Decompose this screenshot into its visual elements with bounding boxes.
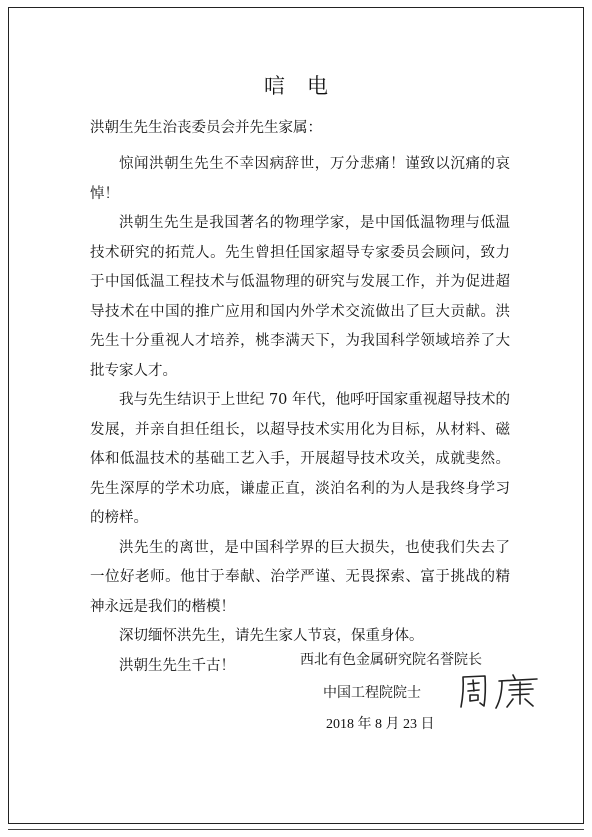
body-paragraph: 我与先生结识于上世纪 70 年代，他呼吁国家重视超导技术的发展，并亲自担任组长，以超导技术实用化为目标，从材料、磁体和低温技术的基础工艺入手，开展超导技术攻关，成就斐然。先生深厚的学术功底，谦虚正直，淡泊名利的为人是我终身学习的榜样。: [90, 392, 510, 526]
body-paragraph: 洪朝生先生千古！: [119, 657, 235, 674]
body-paragraph: 洪朝生先生是我国著名的物理学家，是中国低温物理与低温技术研究的拓荒人。先生曾担任国家超导专家委员会顾问，致力于中国低温工程技术与低温物理的研究与发展工作，并为促进超导技术在中国的推广应用和国内外学术交流做出了巨大贡献。洪先生十分重视人才培养，桃李满天下，为我国科学领域培养了大批专家人才。: [90, 215, 510, 379]
body-paragraph: 深切缅怀洪先生，请先生家人节哀，保重身体。: [119, 628, 424, 644]
bottom-divider: [8, 829, 584, 830]
body-paragraph: 惊闻洪朝生先生不幸因病辞世，万分悲痛！谨致以沉痛的哀悼！: [90, 156, 510, 202]
signer-title: 中国工程院院士: [323, 685, 421, 701]
salutation: 洪朝生先生治丧委员会并先生家属：: [90, 120, 322, 136]
page-title: 唁电: [264, 74, 350, 98]
letter-date: 2018 年 8 月 23 日: [326, 717, 435, 732]
handwritten-signature: [455, 671, 541, 711]
body-paragraph: 洪先生的离世，是中国科学界的巨大损失，也使我们失去了一位好老师。他甘于奉献、治学严谨、无畏探索、富于挑战的精神永远是我们的楷模！: [90, 539, 510, 615]
letter-body: [90, 150, 510, 681]
signer-organization: 西北有色金属研究院名誉院长: [300, 652, 482, 668]
